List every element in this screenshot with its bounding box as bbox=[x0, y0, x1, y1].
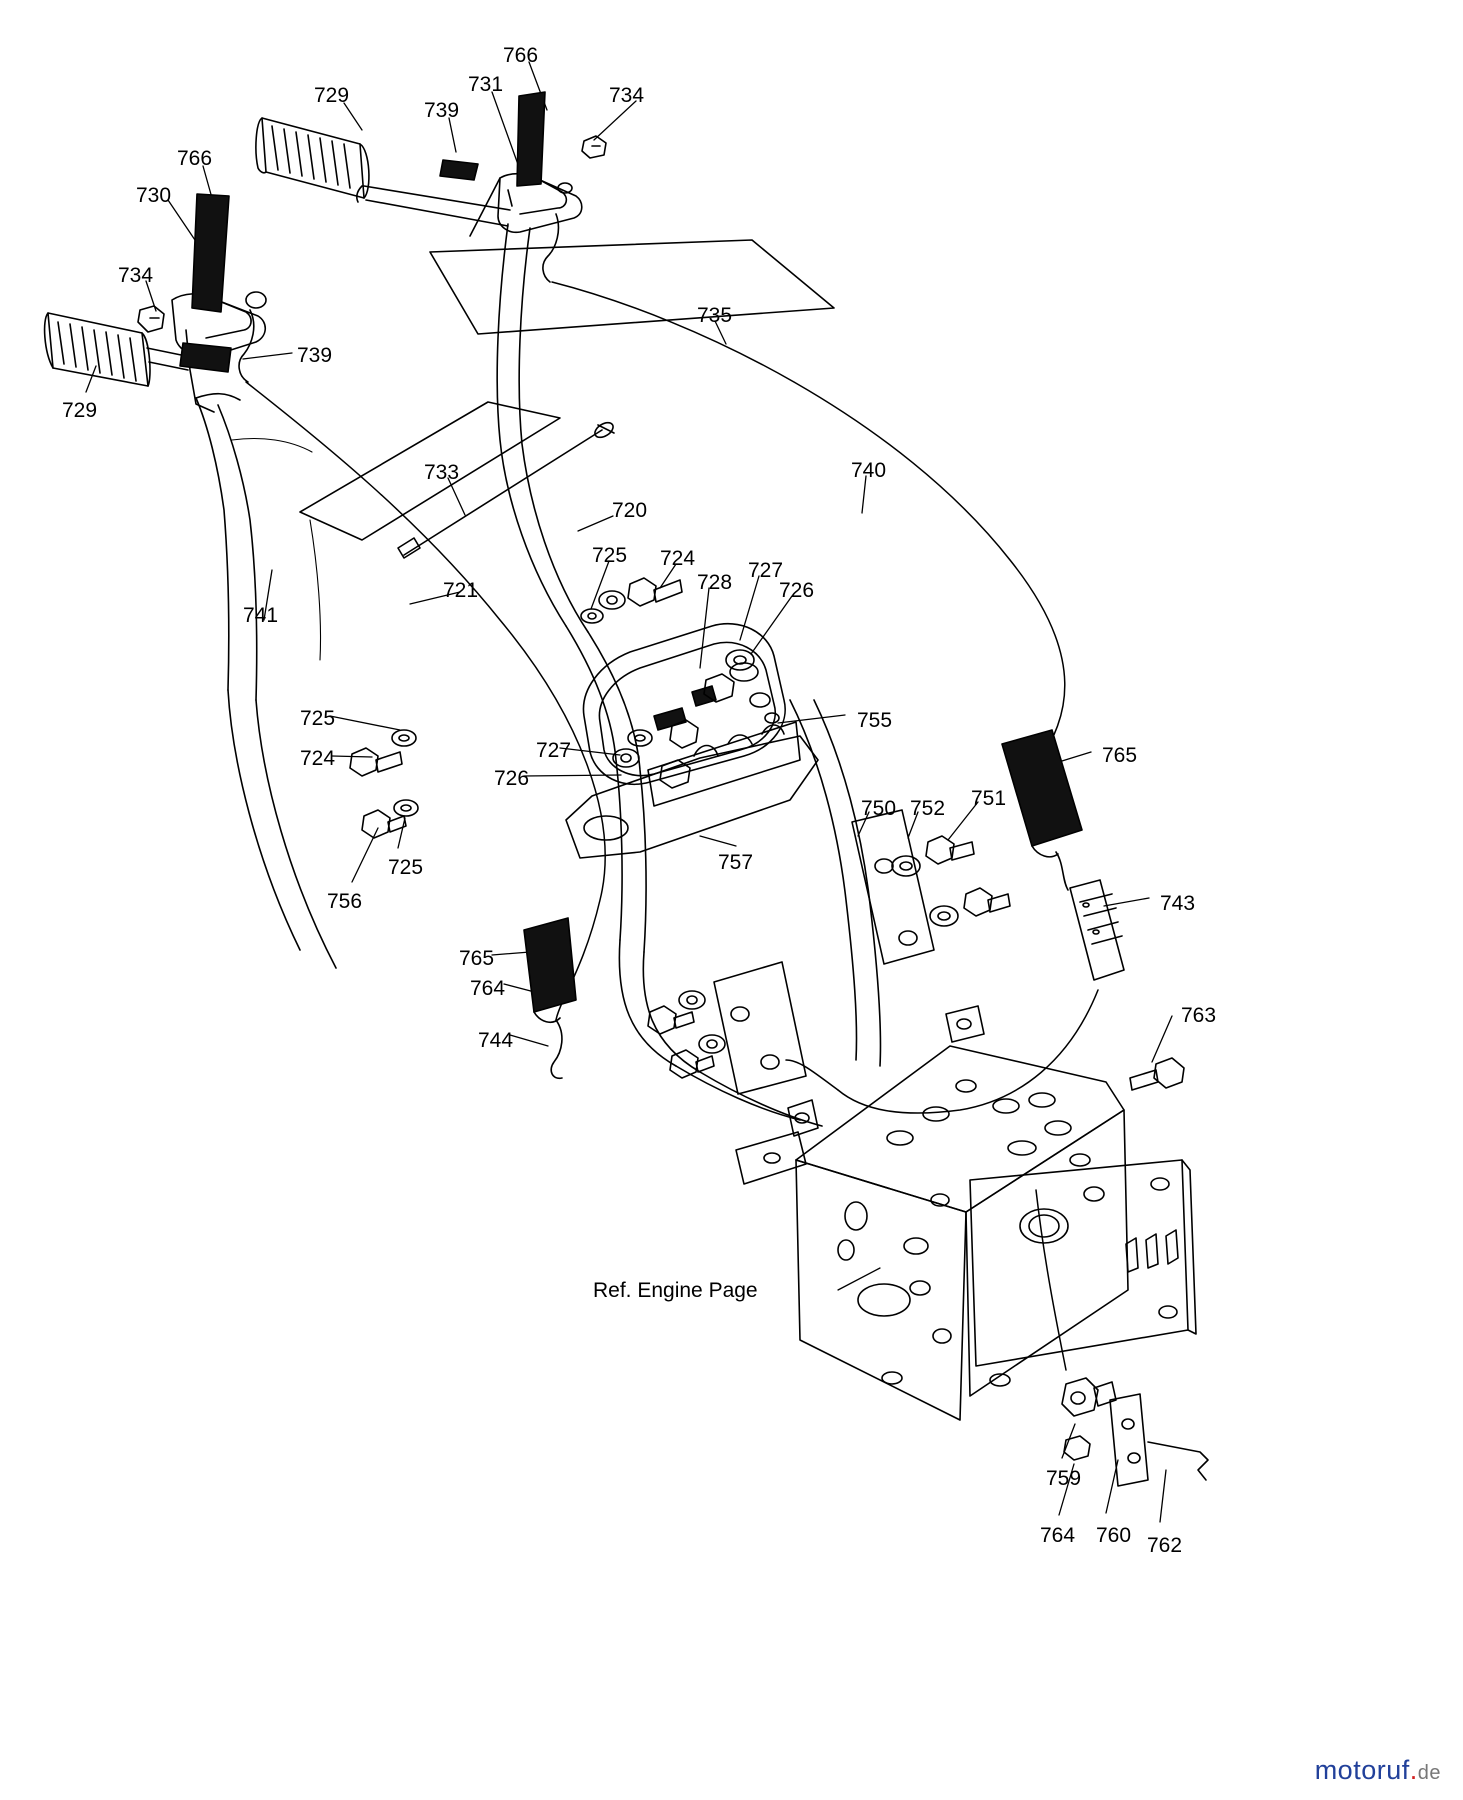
callout-744: 744 bbox=[478, 1029, 514, 1052]
callout-739-lower: 739 bbox=[297, 344, 333, 367]
callout-755: 755 bbox=[857, 709, 893, 732]
callout-725-b: 725 bbox=[300, 707, 336, 730]
part-750-mount-plate bbox=[852, 810, 934, 964]
part-765-left-grip bbox=[524, 918, 576, 1078]
motoruf-watermark bbox=[1315, 1755, 1441, 1786]
callout-756: 756 bbox=[327, 890, 363, 913]
part-734-lower-bolt bbox=[138, 306, 164, 332]
part-733-rod bbox=[398, 420, 616, 558]
callout-752: 752 bbox=[910, 797, 946, 820]
callout-720: 720 bbox=[612, 499, 648, 522]
callout-766-lower: 766 bbox=[177, 147, 213, 170]
callout-725-c: 725 bbox=[388, 856, 424, 879]
callout-735: 735 bbox=[697, 304, 733, 327]
part-728-pins bbox=[654, 686, 716, 730]
engine-page-reference: Ref. Engine Page bbox=[593, 1279, 758, 1302]
right-handle-tube bbox=[790, 700, 881, 1066]
watermark-dot: . bbox=[1409, 1755, 1418, 1785]
part-739-upper-pad bbox=[440, 160, 478, 180]
callout-725-a: 725 bbox=[592, 544, 628, 567]
callout-727-a: 727 bbox=[748, 559, 784, 582]
part-765-right-grip bbox=[1002, 730, 1082, 890]
part-729-upper-grip bbox=[256, 118, 369, 198]
part-743-adjuster bbox=[1070, 880, 1124, 980]
callout-729-upper: 729 bbox=[314, 84, 350, 107]
callout-757: 757 bbox=[718, 851, 754, 874]
callout-759: 759 bbox=[1046, 1467, 1082, 1490]
part-735-panel bbox=[430, 178, 834, 334]
watermark-main: motoruf bbox=[1314, 1755, 1410, 1785]
callout-764-upper: 764 bbox=[470, 977, 506, 1000]
callout-721: 721 bbox=[443, 579, 479, 602]
callout-734-lower: 734 bbox=[118, 264, 154, 287]
callout-751: 751 bbox=[971, 787, 1007, 810]
callout-760: 760 bbox=[1096, 1524, 1132, 1547]
watermark-tld: de bbox=[1417, 1762, 1441, 1784]
upper-handle-bracket bbox=[498, 174, 582, 282]
callout-726-a: 726 bbox=[779, 579, 815, 602]
callout-724-a: 724 bbox=[660, 547, 696, 570]
callout-731: 731 bbox=[468, 73, 504, 96]
callout-729-lower: 729 bbox=[62, 399, 98, 422]
callout-740: 740 bbox=[851, 459, 887, 482]
callout-741: 741 bbox=[243, 604, 279, 627]
callout-765-right: 765 bbox=[1102, 744, 1138, 767]
callout-765-left: 765 bbox=[459, 947, 495, 970]
callout-763: 763 bbox=[1181, 1004, 1217, 1027]
part-741-handle-assembly bbox=[196, 394, 336, 968]
callout-750: 750 bbox=[861, 797, 897, 820]
lower-fasteners bbox=[1062, 1378, 1208, 1486]
leader-lines bbox=[86, 62, 1172, 1522]
callout-762: 762 bbox=[1147, 1534, 1183, 1557]
part-756-mount-plate bbox=[714, 962, 806, 1094]
callout-739-upper: 739 bbox=[424, 99, 460, 122]
fasteners-group bbox=[350, 578, 1010, 1078]
callout-733: 733 bbox=[424, 461, 460, 484]
part-766-lower-lever bbox=[192, 194, 229, 312]
callout-730: 730 bbox=[136, 184, 172, 207]
part-766-upper-lever bbox=[517, 92, 545, 186]
callout-724-b: 724 bbox=[300, 747, 336, 770]
callout-734-upper: 734 bbox=[609, 84, 645, 107]
callout-728: 728 bbox=[697, 571, 733, 594]
part-763-bolt bbox=[1130, 1058, 1184, 1090]
callout-764-lower: 764 bbox=[1040, 1524, 1076, 1547]
callout-766-upper: 766 bbox=[503, 44, 539, 67]
callout-727-b: 727 bbox=[536, 739, 572, 762]
callout-743: 743 bbox=[1160, 892, 1196, 915]
part-739-lower-pad bbox=[180, 343, 231, 372]
part-729-lower-grip bbox=[45, 313, 150, 386]
callout-726-b: 726 bbox=[494, 767, 530, 790]
